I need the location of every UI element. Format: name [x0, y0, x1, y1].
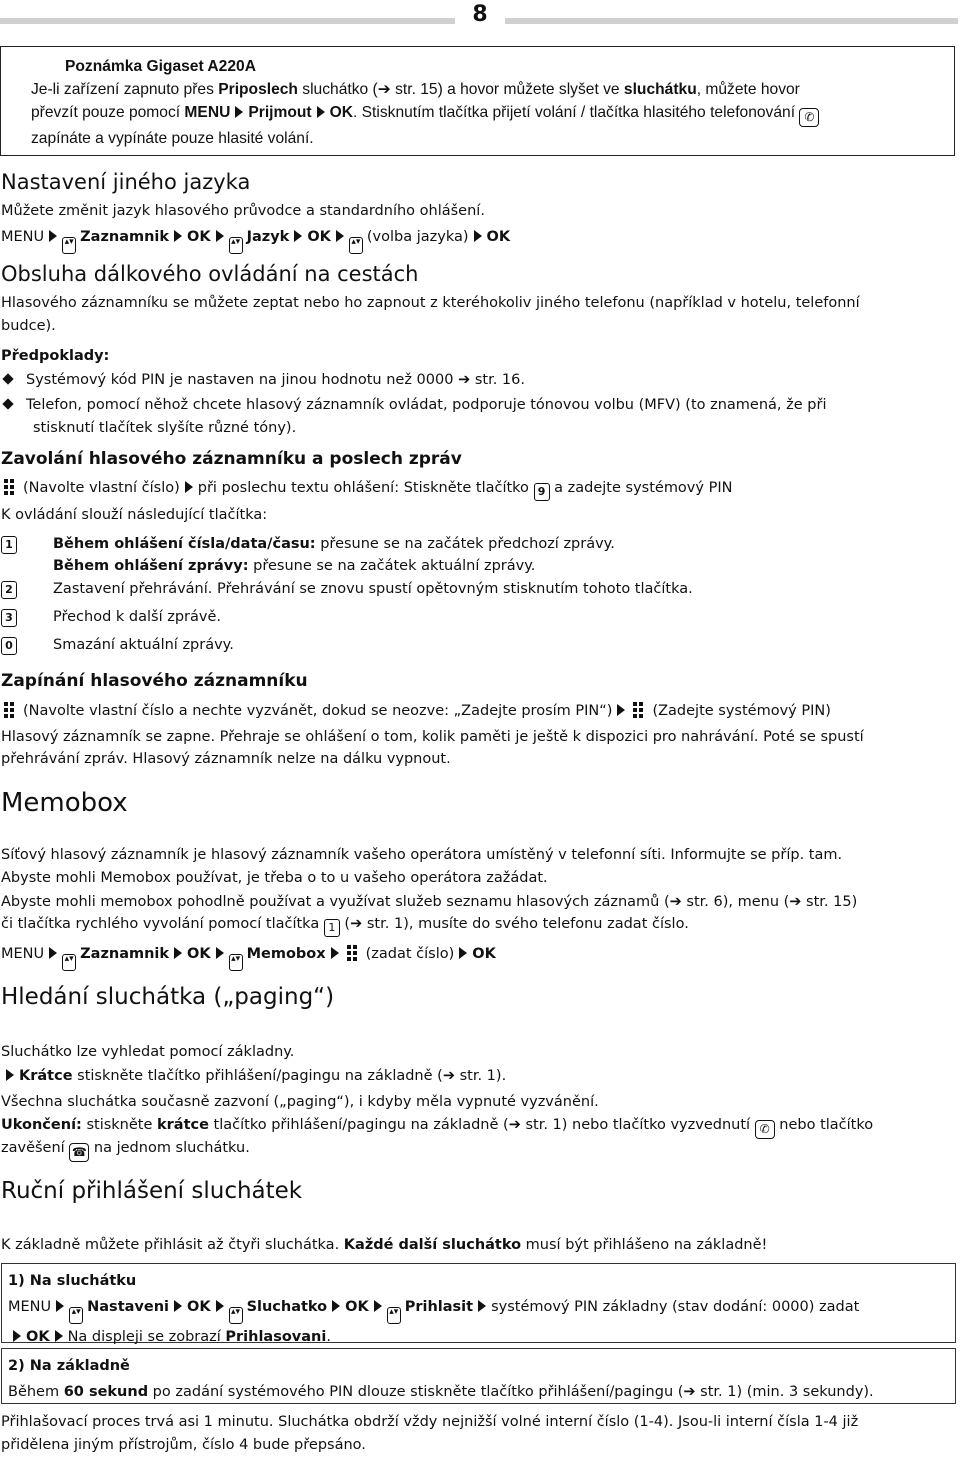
page-number: 8 [472, 2, 488, 27]
menu-arrow-icon [216, 947, 224, 959]
navigation-key-icon: ▴▾ [229, 237, 243, 254]
arrow-right-icon: ➔ [789, 894, 802, 910]
paging-line-4: Ukončení: stiskněte krátce tlačítko přihlášení/pagingu na základně (➔ str. 1) nebo tlačítko vyzvednutí ✆ nebo tlačítko [1, 1117, 873, 1139]
remote-text-2: budce). [1, 318, 56, 334]
key-0-icon: 0 [1, 637, 17, 655]
call-heading: Zavolání hlasového záznamníku a poslech zpráv [1, 449, 462, 469]
menu-arrow-icon [617, 704, 625, 716]
register-tail-2: přidělena jiným přístrojům, číslo 4 bude přepsáno. [1, 1437, 366, 1453]
navigation-key-icon: ▴▾ [229, 954, 243, 971]
enable-line-1: (Navolte vlastní číslo a nechte vyzvánět, dokud se neozve: „Zadejte prosím PIN“) (Zadejte systémový PIN) [1, 700, 831, 719]
remote-bullet-2-cont: stisknutí tlačítek slyšíte různé tóny). [33, 420, 297, 436]
remote-text-1: Hlasového záznamníku se můžete zeptat nebo ho zapnout z kteréhokoliv jiného telefonu (například v hotelu, telefonní [1, 295, 860, 311]
key-9-icon: 9 [534, 483, 550, 501]
paging-line-5: zavěšení ☎ na jednom sluchátku. [1, 1140, 250, 1162]
menu-arrow-icon [294, 230, 302, 242]
paging-heading: Hledání sluchátka („paging“) [1, 984, 335, 1010]
lang-heading: Nastavení jiného jazyka [1, 170, 251, 194]
menu-arrow-icon [336, 230, 344, 242]
menu-arrow-icon [235, 106, 243, 118]
paging-line-2: Krátce stiskněte tlačítko přihlášení/pagingu na základně (➔ str. 1). [1, 1068, 506, 1084]
memobox-menu-path: MENU ▴▾ Zaznamnik OK ▴▾ Memobox (zadat číslo) OK [1, 943, 496, 971]
navigation-key-icon: ▴▾ [387, 1307, 401, 1324]
note-box [0, 46, 955, 156]
note-line-2: převzít pouze pomocí MENU Prijmout OK. Stisknutím tlačítka přijetí volání / tlačítka hlasitého telefonování ✆ [31, 101, 946, 127]
arrow-right-icon: ➔ [442, 1068, 455, 1084]
menu-arrow-icon [49, 947, 57, 959]
arrow-right-icon: ➔ [508, 1117, 521, 1133]
note-title: Poznámka Gigaset A220A [65, 58, 256, 75]
keypad-icon [630, 700, 648, 719]
menu-arrow-icon [317, 106, 325, 118]
paging-line-1: Sluchátko lze vyhledat pomocí základny. [1, 1044, 295, 1060]
enable-line-2: Hlasový záznamník se zapne. Přehraje se ohlášení o tom, kolik paměti je ještě k dispozici pro nahrávání. Poté se spustí [1, 729, 864, 745]
talk-key-icon: ✆ [755, 1120, 775, 1139]
navigation-key-icon: ▴▾ [69, 1307, 83, 1324]
key-1-icon: 1 [1, 536, 17, 554]
register-tail-1: Přihlašovací proces trvá asi 1 minutu. Sluchátka obdrží vždy nejnižší volné interní číslo (1-4). Jsou-li interní čísla 1-4 již [1, 1414, 859, 1430]
menu-arrow-icon [331, 947, 339, 959]
note-line-3: zapínáte a vypínáte pouze hlasité volání. [31, 130, 314, 147]
memobox-line-4: či tlačítka rychlého vyvolání pomocí tlačítka 1 (➔ str. 1), musíte do svého telefonu zadat číslo. [1, 916, 689, 937]
menu-arrow-icon [474, 230, 482, 242]
box2-title: 2) Na základně [8, 1358, 130, 1374]
menu-arrow-icon [185, 481, 193, 493]
keypad-icon [1, 700, 19, 719]
navigation-key-icon: ▴▾ [349, 237, 363, 254]
header-rule-right [505, 18, 958, 24]
lang-text: Můžete změnit jazyk hlasového průvodce a standardního ohlášení. [1, 203, 485, 219]
menu-arrow-icon [55, 1330, 63, 1342]
menu-arrow-icon [13, 1330, 21, 1342]
page-header-bar [0, 2, 958, 28]
register-heading: Ruční přihlášení sluchátek [1, 1178, 303, 1204]
call-line-1: (Navolte vlastní číslo) při poslechu textu ohlášení: Stiskněte tlačítko 9 a zadejte systémový PIN [1, 477, 732, 501]
enable-line-3: přehrávání zpráv. Hlasový záznamník nelze na dálku vypnout. [1, 751, 451, 767]
bullet-icon [2, 398, 13, 409]
navigation-key-icon: ▴▾ [229, 1307, 243, 1324]
call-line-2: K ovládání slouží následující tlačítka: [1, 507, 268, 523]
menu-arrow-icon [459, 947, 467, 959]
keypad-icon [1, 477, 19, 496]
menu-arrow-icon [56, 1300, 64, 1312]
arrow-right-icon: ➔ [683, 1384, 696, 1400]
enable-heading: Zapínání hlasového záznamníku [1, 671, 308, 691]
menu-arrow-icon [174, 1300, 182, 1312]
key-3-icon: 3 [1, 609, 17, 627]
arrow-right-icon: ➔ [350, 916, 363, 932]
key-1-voicemail-icon: 1 [324, 919, 340, 937]
memobox-heading: Memobox [1, 788, 128, 818]
remote-bullet-2: Telefon, pomocí něhož chcete hlasový záznamník ovládat, podporuje tónovou volbu (MFV) (to znamená, že při [1, 397, 826, 413]
box1-menu-path: MENU ▴▾ Nastaveni OK ▴▾ Sluchatko OK ▴▾ Prihlasit systémový PIN základny (stav dodání: 0000) zadat [8, 1294, 949, 1324]
paging-line-3: Všechna sluchátka současně zazvoní („paging“), i kdyby měla vypnuté vyzvánění. [1, 1094, 599, 1110]
key-2-icon: 2 [1, 581, 17, 599]
step-arrow-icon [6, 1069, 14, 1081]
remote-prereq: Předpoklady: [1, 348, 110, 364]
header-rule-left [0, 18, 455, 24]
arrow-right-icon: ➔ [669, 894, 682, 910]
arrow-right-icon: ➔ [458, 372, 471, 388]
menu-arrow-icon [216, 230, 224, 242]
navigation-key-icon: ▴▾ [62, 237, 76, 254]
memobox-line-1: Síťový hlasový záznamník je hlasový záznamník vašeho operátora umístěný v telefonní síti. Informujte se příp. tam. [1, 847, 843, 863]
speaker-phone-icon: ✆ [799, 108, 819, 127]
memobox-line-3: Abyste mohli memobox pohodlně používat a využívat služeb seznamu hlasových záznamů (➔ str. 6), menu (➔ str. 15) [1, 894, 858, 910]
menu-arrow-icon [332, 1300, 340, 1312]
box2-text: Během 60 sekund po zadání systémového PIN dlouze stiskněte tlačítko přihlášení/pagingu (➔ str. 1) (min. 3 sekundy). [8, 1384, 874, 1400]
menu-arrow-icon [174, 947, 182, 959]
bullet-icon [2, 373, 13, 384]
lang-menu-path: MENU ▴▾ Zaznamnik OK ▴▾ Jazyk OK ▴▾ (volba jazyka) OK [1, 229, 510, 254]
note-line-1: Je-li zařízení zapnuto přes Priposlech sluchátko (➔ str. 15) a hovor můžete slyšet ve sluchátku, můžete hovor [31, 81, 800, 98]
end-call-key-icon: ☎ [69, 1143, 89, 1162]
register-box-base [1, 1348, 956, 1404]
box1-line-2: OK Na displeji se zobrazí Prihlasovani. [8, 1324, 949, 1350]
menu-arrow-icon [174, 230, 182, 242]
remote-bullet-1: Systémový kód PIN je nastaven na jinou hodnotu než 0000 ➔ str. 16. [1, 372, 525, 388]
menu-arrow-icon [49, 230, 57, 242]
register-box-handset [1, 1263, 956, 1343]
arrow-right-icon: ➔ [377, 81, 391, 98]
remote-heading: Obsluha dálkového ovládání na cestách [1, 262, 419, 286]
register-line-1: K základně můžete přihlásit až čtyři sluchátka. Každé další sluchátko musí být přihlášeno na základně! [1, 1237, 768, 1253]
menu-arrow-icon [374, 1300, 382, 1312]
keypad-icon [344, 943, 362, 962]
menu-arrow-icon [478, 1300, 486, 1312]
menu-arrow-icon [216, 1300, 224, 1312]
memobox-line-2: Abyste mohli Memobox používat, je třeba o to u vašeho operátora zažádat. [1, 870, 548, 886]
navigation-key-icon: ▴▾ [62, 954, 76, 971]
box1-title: 1) Na sluchátku [8, 1273, 137, 1289]
